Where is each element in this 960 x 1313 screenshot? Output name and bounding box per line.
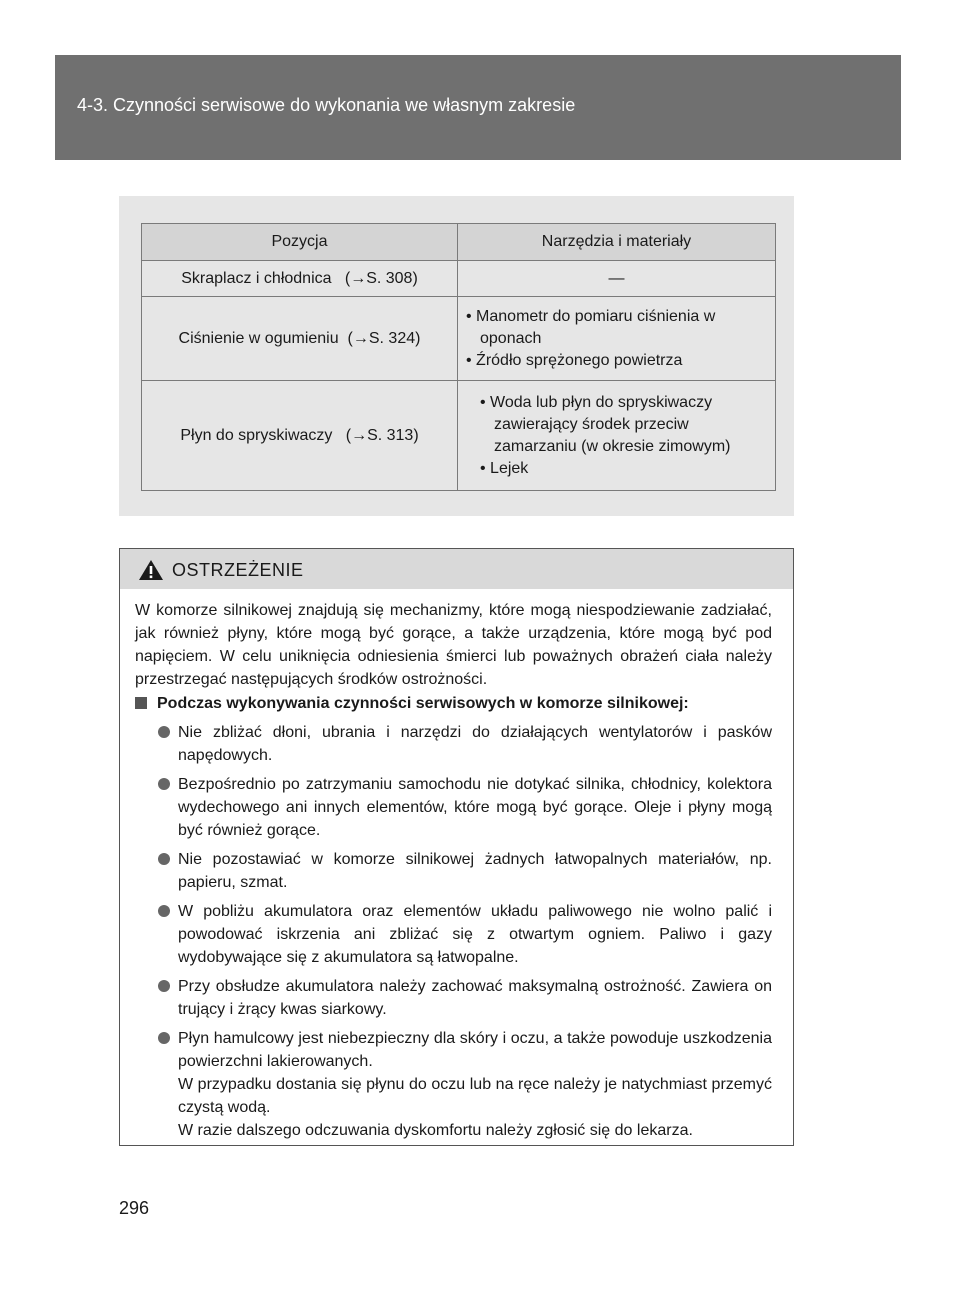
tools-table-panel [119,196,794,516]
page-reference: S. 313 [367,426,414,444]
page-reference: S. 324 [368,329,416,347]
tools-table [141,223,776,491]
circle-bullet-icon [158,778,170,790]
circle-bullet-icon [158,1032,170,1044]
warning-body [120,599,793,1142]
section-title: 4-3. Czynności serwisowe do wykonania we własnym zakresie [77,95,576,115]
table-cell-position: Skraplacz i chłodnica (→S. 308) [142,261,458,297]
arrow-right-icon: → [350,269,367,287]
warning-triangle-icon [138,559,164,581]
tool-item: • Manometr do pomiaru ciśnienia w oponach [466,307,716,347]
circle-bullet-icon [158,980,170,992]
table-cell-tools [458,297,776,381]
warning-section-heading: Podczas wykonywania czynności serwisowych w komorze silnikowej: [135,692,772,715]
arrow-right-icon: → [352,329,369,347]
position-label: Ciśnienie w ogumieniu [178,329,339,347]
circle-bullet-icon [158,726,170,738]
circle-bullet-icon [158,905,170,917]
page-number: 296 [119,1198,150,1218]
column-header-position: Pozycja [142,224,458,261]
position-label: Skraplacz i chłodnica [181,269,332,287]
tool-item: • Lejek [480,459,529,477]
table-cell-tools [458,381,776,491]
warning-bullet: Płyn hamulcowy jest niebezpieczny dla skóry i oczu, a także powoduje uszkodzenia powierzchni lakierowanych. W przypadku dostania się płynu do oczu lub na ręce należy je natychmiast przemyć czystą wodą. W razie dalszego odczuwania dyskomfortu należy zgłosić się do lekarza. [158,1027,772,1142]
arrow-right-icon: → [351,426,368,444]
tool-item: — [608,269,625,287]
warning-box [119,548,794,1146]
table-row [142,261,776,297]
column-header-tools: Narzędzia i materiały [458,224,776,261]
table-cell-tools [458,261,776,297]
warning-title: OSTRZEŻENIE [172,560,304,580]
circle-bullet-icon [158,853,170,865]
warning-bullet: Bezpośrednio po zatrzymaniu samochodu nie dotykać silnika, chłodnicy, kolektora wydechowego ani innych elementów, które mogą być gorące. Oleje i płyny mogą być również gorące. [158,773,772,842]
tool-item: • Źródło sprężonego powietrza [466,351,683,369]
square-bullet-icon [135,697,147,709]
tool-item: • Woda lub płyn do spryskiwaczy zawierający środek przeciw zamarzaniu (w okresie zimowym) [480,393,731,455]
table-cell-position: Płyn do spryskiwaczy (→S. 313) [142,381,458,491]
table-row [142,381,776,491]
warning-bullet: Przy obsłudze akumulatora należy zachować maksymalną ostrożność. Zawiera on trujący i żrący kwas siarkowy. [158,975,772,1021]
page-reference: S. 308 [366,269,413,287]
warning-bullet: Nie pozostawiać w komorze silnikowej żadnych łatwopalnych materiałów, np. papieru, szmat. [158,848,772,894]
warning-extra-text: W razie dalszego odczuwania dyskomfortu należy zgłosić się do lekarza. [178,1122,693,1139]
warning-bullet: Nie zbliżać dłoni, ubrania i narzędzi do działających wentylatorów i pasków napędowych. [158,721,772,767]
table-cell-position: Ciśnienie w ogumieniu (→S. 324) [142,297,458,381]
warning-extra-text: W przypadku dostania się płynu do oczu lub na ręce należy je natychmiast przemyć czystą wodą. [178,1076,772,1116]
position-label: Płyn do spryskiwaczy [180,426,333,444]
table-row [142,297,776,381]
warning-bullet: W pobliżu akumulatora oraz elementów układu paliwowego nie wolno palić i powodować iskrzenia ani zbliżać się z otwartym ogniem. Paliwo i gazy wydobywające się z akumulatora są łatwopalne. [158,900,772,969]
warning-header [120,549,793,589]
page-header [55,55,901,160]
warning-intro: W komorze silnikowej znajdują się mechanizmy, które mogą niespodziewanie zadziałać, jak również płyny, które mogą być gorące, a także urządzenia, które mogą być pod napięciem. W celu uniknięcia odniesienia śmierci lub poważnych obrażeń ciała należy przestrzegać następujących środków ostrożności. [135,602,772,688]
table-header-row [142,224,776,261]
